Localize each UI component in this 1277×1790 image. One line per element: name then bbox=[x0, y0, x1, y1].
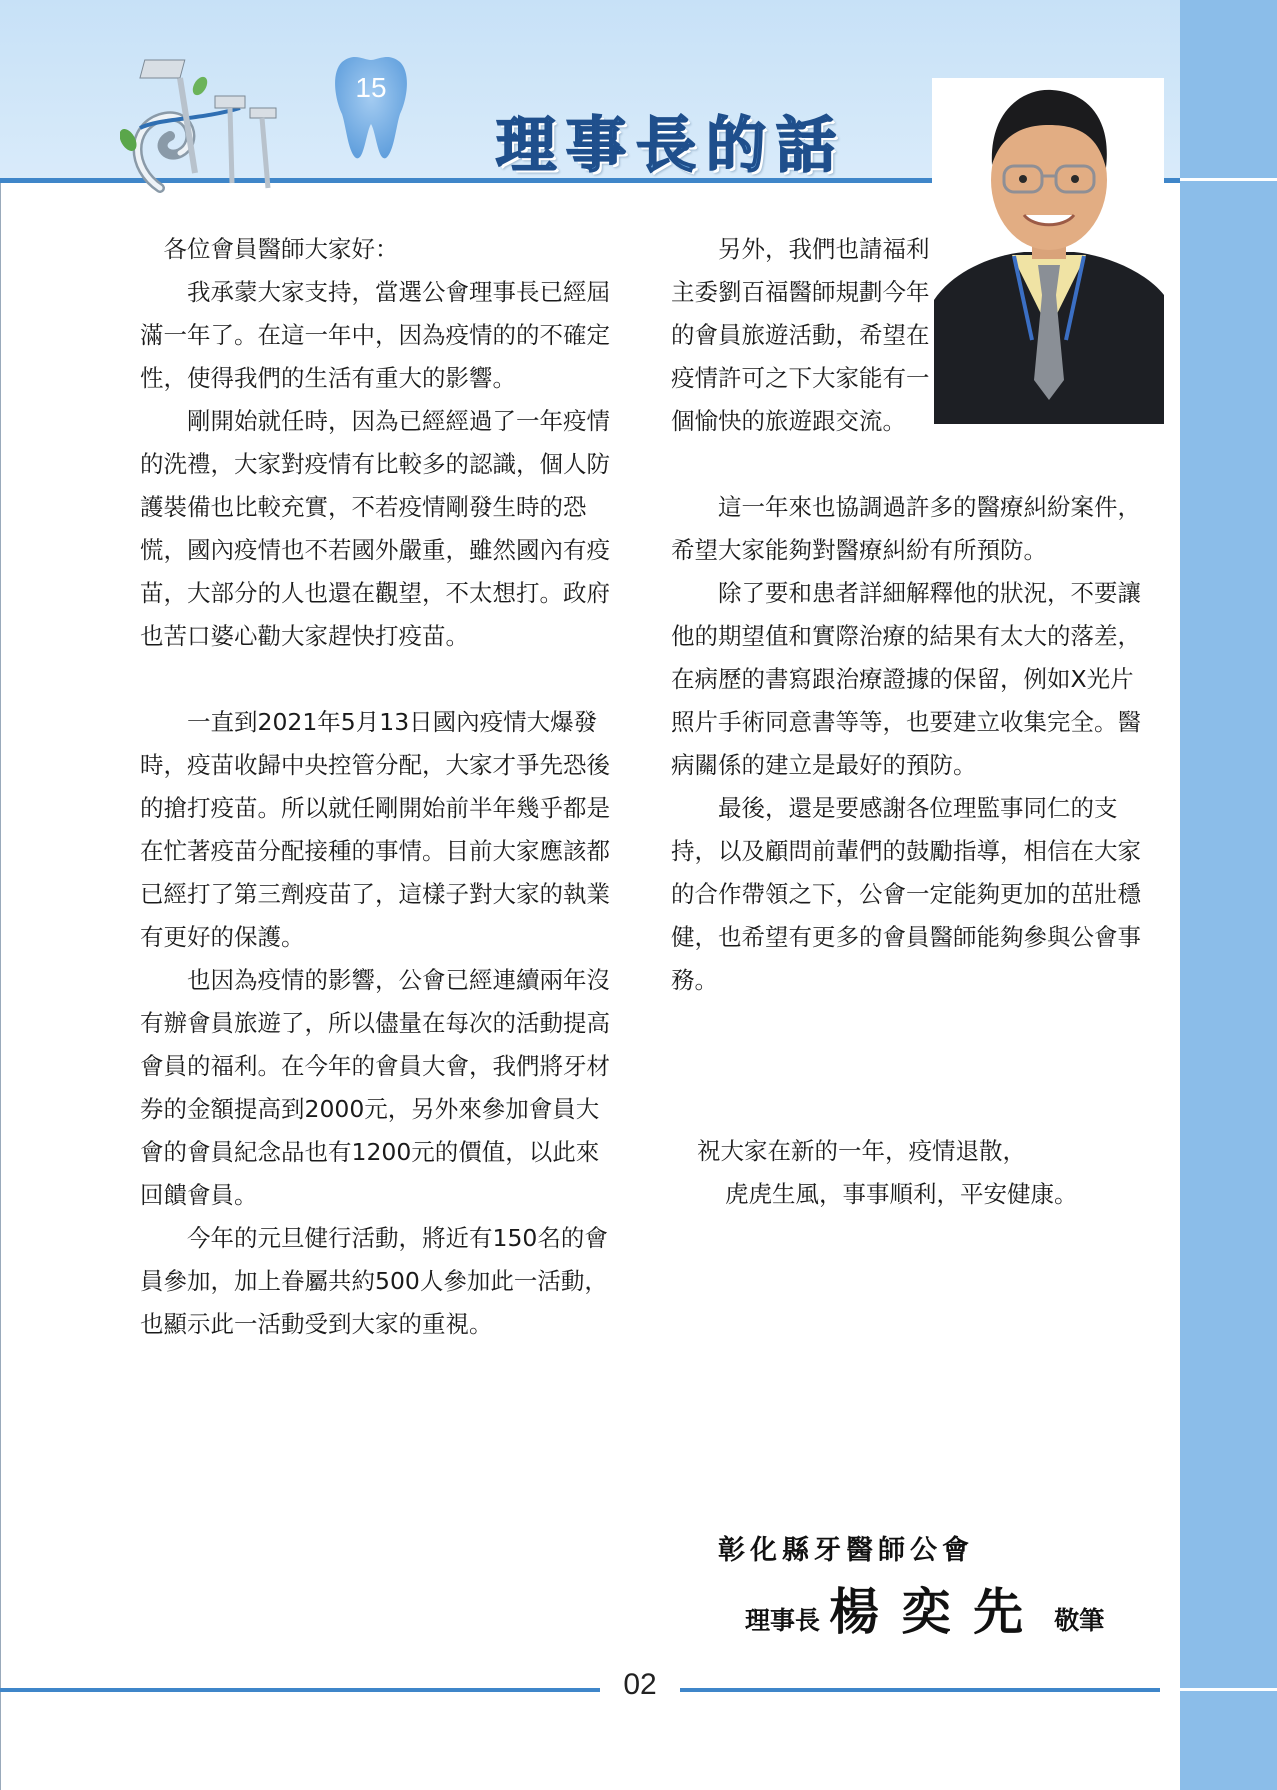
signature-closing-word: 敬筆 bbox=[1054, 1606, 1105, 1635]
greeting: 各位會員醫師大家好： bbox=[163, 235, 399, 263]
side-strip-divider bbox=[1180, 178, 1277, 181]
paragraph: 除了要和患者詳細解釋他的狀況，不要讓他的期望值和實際治療的結果有太大的落差，在病歷的書寫跟治療證據的保留，例如X光片照片手術同意書等等，也要建立收集完全。醫病關係的建立是最好的預防。 bbox=[671, 579, 1141, 779]
paragraph: 最後，還是要感謝各位理監事同仁的支持，以及顧問前輩們的鼓勵指導，相信在大家的合作帶領之下，公會一定能夠更加的茁壯穩健，也希望有更多的會員醫師能夠參與公會事務。 bbox=[671, 794, 1141, 994]
signature-line bbox=[745, 1572, 1104, 1644]
footer-line-left bbox=[0, 1688, 600, 1692]
paragraph: 一直到2021年5月13日國內疫情大爆發時，疫苗收歸中央控管分配，大家才爭先恐後的搶打疫苗。所以就任剛開始前半年幾乎都是在忙著疫苗分配接種的事情。目前大家應該都已經打了第三劑疫苗了，這樣子對大家的執業有更好的保護。 bbox=[140, 708, 610, 951]
tooth-icon bbox=[330, 52, 412, 164]
paragraph: 這一年來也協調過許多的醫療糾紛案件，希望大家能夠對醫療糾紛有所預防。 bbox=[671, 493, 1141, 564]
toothbrush-logo-icon bbox=[120, 48, 320, 198]
paragraph: 另外，我們也請福利主委劉百福醫師規劃今年的會員旅遊活動，希望在疫情許可之下大家能有一個愉快的旅遊跟交流。 bbox=[671, 235, 930, 435]
signature-organization: 彰化縣牙醫師公會 bbox=[718, 1535, 974, 1566]
paragraph: 剛開始就任時，因為已經經過了一年疫情的洗禮，大家對疫情有比較多的認識，個人防護裝備也比較充實，不若疫情剛發生時的恐慌，國內疫情也不若國外嚴重，雖然國內有疫苗，大部分的人也還在觀望，不太想打。政府也苦口婆心勸大家趕快打疫苗。 bbox=[140, 407, 610, 650]
signature-title: 理事長 bbox=[745, 1606, 821, 1635]
side-strip-divider bbox=[1180, 1688, 1277, 1691]
footer-line-right bbox=[680, 1688, 1160, 1692]
signature-name: 楊奕先 bbox=[829, 1582, 1046, 1641]
paragraph: 也因為疫情的影響，公會已經連續兩年沒有辦會員旅遊了，所以儘量在每次的活動提高會員的福利。在今年的會員大會，我們將牙材券的金額提高到2000元，另外來參加會員大會的會員紀念品也有1200元的價值，以此來回饋會員。 bbox=[140, 966, 610, 1209]
issue-number: 15 bbox=[355, 72, 387, 103]
article-left-column bbox=[140, 228, 610, 1346]
closing-line-1: 祝大家在新的一年，疫情退散， bbox=[697, 1137, 1026, 1165]
chairman-portrait-photo bbox=[934, 80, 1164, 424]
page-title: 理事長的話 bbox=[496, 111, 846, 181]
page-number: 02 bbox=[623, 1668, 657, 1701]
paragraph: 我承蒙大家支持，當選公會理事長已經屆滿一年了。在這一年中，因為疫情的的不確定性，使得我們的生活有重大的影響。 bbox=[140, 278, 610, 392]
article-right-column bbox=[671, 486, 1141, 1002]
article-right-column-top bbox=[671, 228, 933, 443]
closing-line-2: 虎虎生風，事事順利，平安健康。 bbox=[725, 1180, 1078, 1208]
page-border bbox=[0, 0, 1, 1790]
side-color-strip bbox=[1180, 0, 1277, 1790]
spacer bbox=[140, 658, 610, 701]
closing-wishes bbox=[697, 1130, 1078, 1216]
paragraph: 今年的元旦健行活動，將近有150名的會員參加，加上眷屬共約500人參加此一活動，也顯示此一活動受到大家的重視。 bbox=[140, 1224, 608, 1338]
